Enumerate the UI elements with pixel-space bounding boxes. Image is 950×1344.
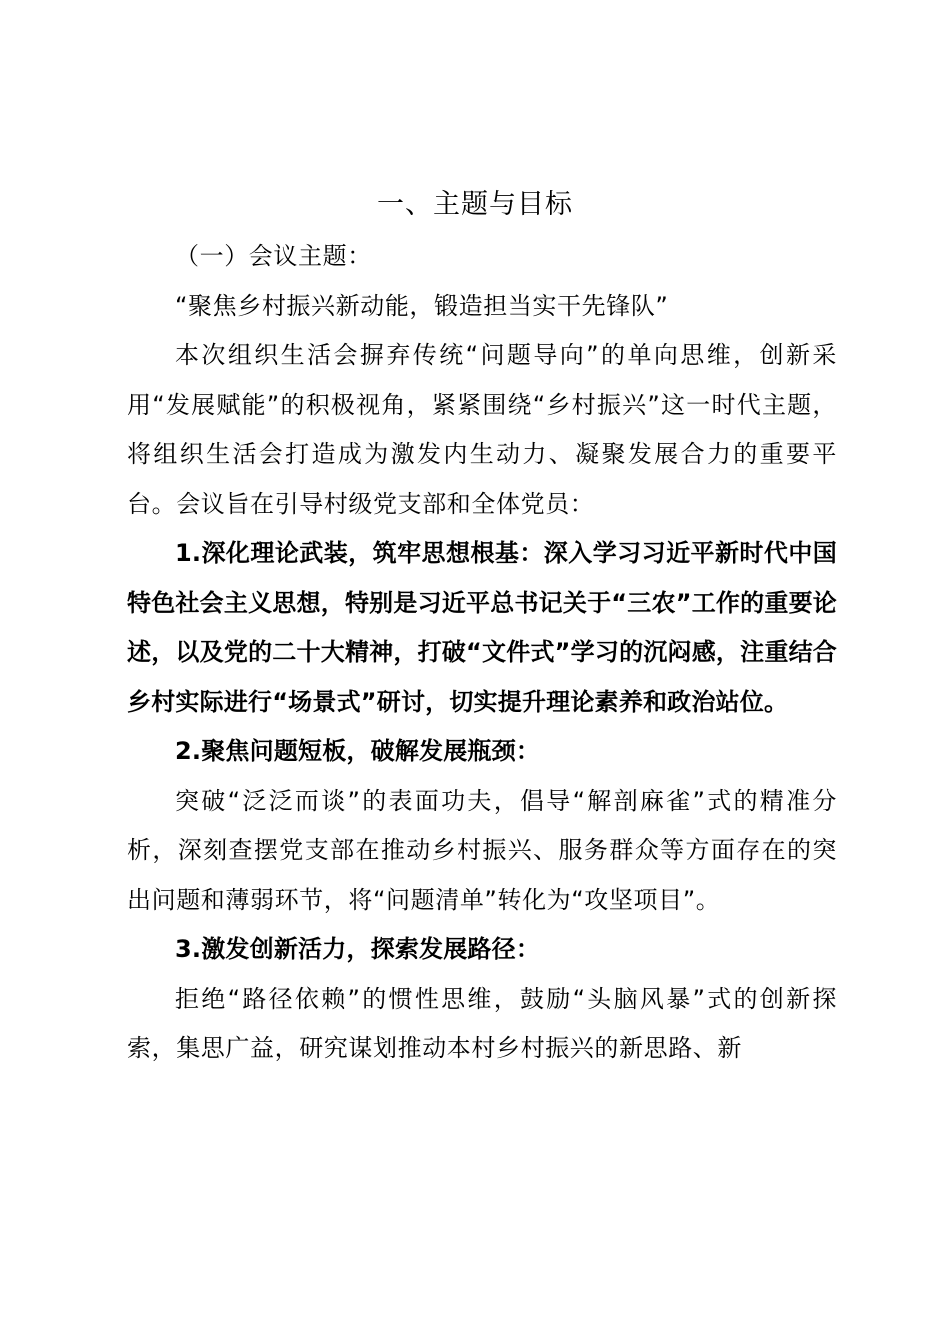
- document-body: [127, 232, 837, 1074]
- paragraph-meeting-theme-label: （一）会议主题：: [175, 242, 372, 270]
- section-heading: 一、主题与目标: [377, 189, 573, 220]
- paragraph-point-2-heading: 2.聚焦问题短板，破解发展瓶颈：: [175, 737, 541, 765]
- paragraph-point-1: 1.深化理论武装，筑牢思想根基：深入学习习近平新时代中国特色社会主义思想，特别是习近平总书记关于“三农”工作的重要论述，以及党的二十大精神，打破“文件式”学习的沉闷感，注重结合乡村实际进行“场景式”研讨，切实提升理论素养和政治站位。: [127, 539, 837, 716]
- paragraph-point-2-body: 突破“泛泛而谈”的表面功夫，倡导“解剖麻雀”式的精准分析，深刻查摆党支部在推动乡村振兴、服务群众等方面存在的突出问题和薄弱环节，将“问题清单”转化为“攻坚项目”。: [127, 786, 837, 914]
- paragraph-meeting-theme: “聚焦乡村振兴新动能，锻造担当实干先锋队”: [175, 291, 669, 320]
- paragraph-point-3-body: 拒绝“路径依赖”的惯性思维，鼓励“头脑风暴”式的创新探索，集思广益，研究谋划推动本村乡村振兴的新思路、新: [127, 984, 837, 1062]
- paragraph-point-3-heading: 3.激发创新活力，探索发展路径：: [175, 935, 541, 963]
- paragraph-intro: 本次组织生活会摒弃传统“问题导向”的单向思维，创新采用“发展赋能”的积极视角，紧紧围绕“乡村振兴”这一时代主题，将组织生活会打造成为激发内生动力、凝聚发展合力的重要平台。会议旨在引导村级党支部和全体党员：: [127, 341, 837, 518]
